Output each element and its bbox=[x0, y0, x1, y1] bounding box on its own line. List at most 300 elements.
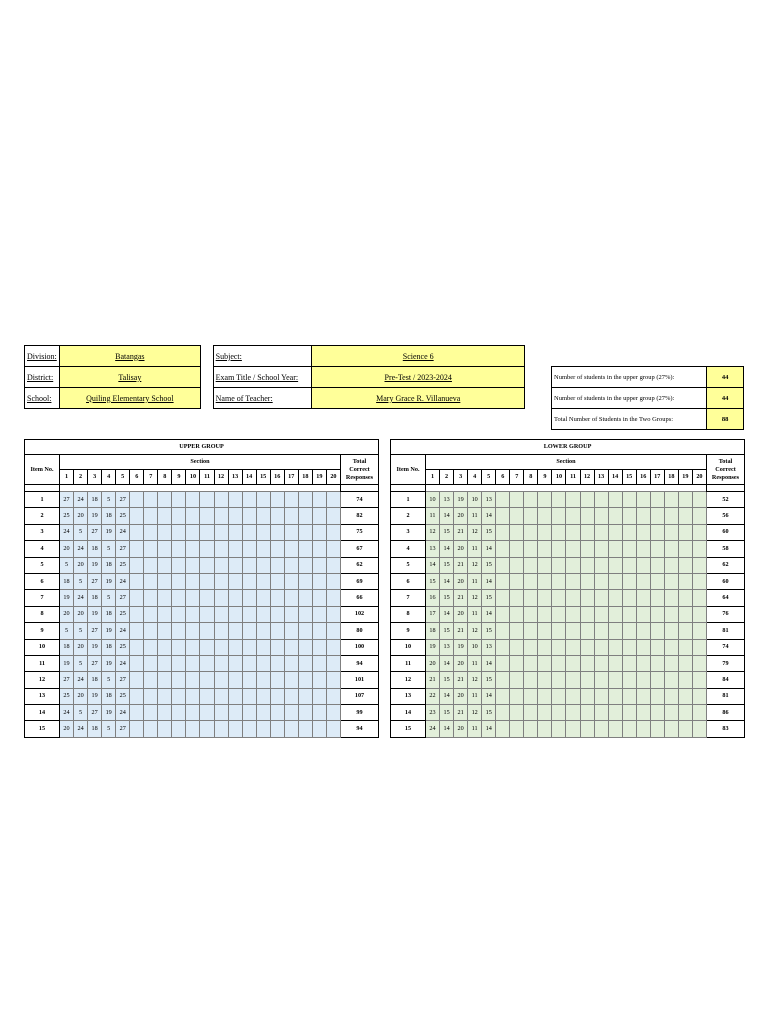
upper-section-cell: 27 bbox=[116, 492, 130, 508]
upper-section-cell bbox=[172, 606, 186, 622]
upper-section-cell: 20 bbox=[74, 508, 88, 524]
upper-section-cell: 27 bbox=[116, 672, 130, 688]
district-label: District: bbox=[25, 367, 60, 388]
upper-section-cell bbox=[270, 606, 284, 622]
upper-section-cell bbox=[284, 623, 298, 639]
upper-total-cell: 94 bbox=[340, 721, 378, 737]
upper-section-cell bbox=[270, 623, 284, 639]
lower-section-cell bbox=[496, 721, 510, 737]
lower-section-cell bbox=[552, 672, 566, 688]
upper-section-cell bbox=[298, 606, 312, 622]
table-row bbox=[391, 606, 745, 622]
lower-section-cell bbox=[678, 672, 692, 688]
lower-section-cell bbox=[580, 508, 594, 524]
lower-section-cell bbox=[566, 705, 580, 721]
upper-section-cell bbox=[172, 590, 186, 606]
lower-section-number: 5 bbox=[482, 470, 496, 485]
upper-section-cell bbox=[298, 688, 312, 704]
lower-section-cell bbox=[552, 508, 566, 524]
lower-section-cell bbox=[622, 573, 636, 589]
lower-section-cell: 15 bbox=[426, 573, 440, 589]
upper-section-cell bbox=[326, 721, 340, 737]
lower-section-cell: 14 bbox=[440, 606, 454, 622]
lower-section-cell: 15 bbox=[440, 705, 454, 721]
upper-section-cell bbox=[270, 721, 284, 737]
table-row bbox=[391, 688, 745, 704]
upper-section-cell bbox=[242, 606, 256, 622]
lower-section-cell bbox=[566, 508, 580, 524]
upper-section-cell bbox=[158, 688, 172, 704]
upper-section-cell bbox=[186, 688, 200, 704]
lower-section-cell bbox=[552, 639, 566, 655]
table-row bbox=[391, 590, 745, 606]
lower-section-cell: 21 bbox=[454, 623, 468, 639]
upper-section-cell bbox=[256, 639, 270, 655]
lower-section-cell bbox=[524, 623, 538, 639]
lower-section-cell bbox=[692, 524, 706, 540]
upper-item-number: 8 bbox=[25, 606, 60, 622]
lower-section-cell: 21 bbox=[454, 705, 468, 721]
upper-section-cell bbox=[270, 672, 284, 688]
lower-section-cell bbox=[664, 557, 678, 573]
upper-item-number: 11 bbox=[25, 655, 60, 671]
lower-section-cell bbox=[566, 590, 580, 606]
lower-section-cell bbox=[566, 573, 580, 589]
lower-section-cell: 22 bbox=[426, 688, 440, 704]
lower-section-number: 19 bbox=[678, 470, 692, 485]
upper-section-cell bbox=[158, 557, 172, 573]
lower-section-number: 18 bbox=[664, 470, 678, 485]
lower-section-cell: 14 bbox=[482, 508, 496, 524]
upper-section-cell bbox=[214, 721, 228, 737]
upper-section-cell bbox=[158, 606, 172, 622]
lower-section-cell bbox=[566, 639, 580, 655]
lower-section-cell: 23 bbox=[426, 705, 440, 721]
table-row bbox=[25, 721, 379, 737]
upper-item-number: 15 bbox=[25, 721, 60, 737]
upper-section-cell bbox=[256, 524, 270, 540]
upper-section-cell bbox=[130, 557, 144, 573]
upper-section-number: 5 bbox=[116, 470, 130, 485]
table-row bbox=[25, 623, 379, 639]
lower-section-number: 12 bbox=[580, 470, 594, 485]
upper-total-cell: 100 bbox=[340, 639, 378, 655]
lower-section-cell: 19 bbox=[426, 639, 440, 655]
upper-item-number: 9 bbox=[25, 623, 60, 639]
lower-section-cell: 15 bbox=[482, 672, 496, 688]
lower-section-cell bbox=[496, 541, 510, 557]
upper-section-cell: 18 bbox=[88, 590, 102, 606]
lower-section-cell bbox=[538, 705, 552, 721]
upper-section-cell: 18 bbox=[88, 721, 102, 737]
lower-section-cell bbox=[552, 590, 566, 606]
lower-section-number: 7 bbox=[510, 470, 524, 485]
upper-section-cell bbox=[326, 541, 340, 557]
upper-section-cell bbox=[144, 655, 158, 671]
upper-section-cell bbox=[284, 541, 298, 557]
upper-total-cell: 74 bbox=[340, 492, 378, 508]
lower-section-cell bbox=[608, 590, 622, 606]
lower-total-cell: 81 bbox=[706, 688, 744, 704]
lower-item-number: 4 bbox=[391, 541, 426, 557]
lower-section-cell: 19 bbox=[454, 639, 468, 655]
lower-section-cell bbox=[594, 492, 608, 508]
upper-section-cell bbox=[214, 541, 228, 557]
lower-section-cell: 21 bbox=[454, 557, 468, 573]
lower-section-cell bbox=[566, 688, 580, 704]
upper-section-cell: 20 bbox=[60, 606, 74, 622]
lower-section-cell bbox=[524, 508, 538, 524]
upper-item-number: 1 bbox=[25, 492, 60, 508]
lower-section-cell bbox=[496, 557, 510, 573]
upper-section-cell bbox=[326, 606, 340, 622]
lower-item-number: 6 bbox=[391, 573, 426, 589]
lower-section-cell: 14 bbox=[440, 721, 454, 737]
lower-section-cell bbox=[692, 508, 706, 524]
upper-section-cell: 19 bbox=[88, 557, 102, 573]
lower-section-cell bbox=[650, 655, 664, 671]
lower-section-cell bbox=[608, 688, 622, 704]
upper-item-number: 2 bbox=[25, 508, 60, 524]
lower-section-cell bbox=[608, 573, 622, 589]
lower-section-cell bbox=[552, 721, 566, 737]
upper-section-cell bbox=[130, 655, 144, 671]
lower-section-cell bbox=[538, 524, 552, 540]
lower-section-cell bbox=[524, 541, 538, 557]
table-row bbox=[25, 557, 379, 573]
upper-section-cell bbox=[228, 688, 242, 704]
lower-section-cell: 14 bbox=[440, 573, 454, 589]
lower-section-cell bbox=[678, 688, 692, 704]
upper-section-cell bbox=[200, 623, 214, 639]
lower-section-cell bbox=[664, 508, 678, 524]
lower-section-cell bbox=[650, 524, 664, 540]
upper-section-cell bbox=[228, 541, 242, 557]
lower-section-cell: 15 bbox=[482, 590, 496, 606]
teacher-value: Mary Grace R. Villanueva bbox=[312, 388, 525, 409]
lower-section-cell bbox=[636, 492, 650, 508]
lower-section-cell bbox=[524, 705, 538, 721]
lower-section-cell bbox=[538, 688, 552, 704]
table-row bbox=[391, 508, 745, 524]
upper-item-number: 5 bbox=[25, 557, 60, 573]
table-row bbox=[391, 672, 745, 688]
lower-section-cell bbox=[524, 524, 538, 540]
lower-section-cell bbox=[692, 721, 706, 737]
lower-section-cell bbox=[692, 606, 706, 622]
lower-section-cell bbox=[636, 639, 650, 655]
lower-section-cell: 17 bbox=[426, 606, 440, 622]
upper-section-cell bbox=[270, 655, 284, 671]
upper-section-cell bbox=[144, 524, 158, 540]
upper-section-cell bbox=[284, 705, 298, 721]
upper-total-cell: 69 bbox=[340, 573, 378, 589]
upper-section-cell bbox=[270, 524, 284, 540]
upper-section-cell bbox=[172, 508, 186, 524]
upper-section-cell bbox=[186, 541, 200, 557]
lower-section-cell: 12 bbox=[468, 557, 482, 573]
lower-section-cell bbox=[692, 688, 706, 704]
lower-section-cell bbox=[664, 655, 678, 671]
lower-section-cell bbox=[496, 655, 510, 671]
upper-section-cell bbox=[186, 672, 200, 688]
upper-total-cell: 107 bbox=[340, 688, 378, 704]
lower-section-cell bbox=[622, 492, 636, 508]
lower-section-cell bbox=[496, 672, 510, 688]
upper-section-cell bbox=[256, 688, 270, 704]
upper-section-cell bbox=[242, 721, 256, 737]
lower-section-cell bbox=[524, 492, 538, 508]
upper-section-cell bbox=[326, 492, 340, 508]
lower-section-cell bbox=[692, 672, 706, 688]
upper-section-cell: 18 bbox=[102, 508, 116, 524]
upper-section-cell bbox=[130, 672, 144, 688]
table-row bbox=[25, 655, 379, 671]
table-row bbox=[391, 524, 745, 540]
lower-section-cell bbox=[650, 541, 664, 557]
upper-section-cell bbox=[130, 541, 144, 557]
upper-section-cell: 19 bbox=[102, 705, 116, 721]
lower-group-table bbox=[390, 439, 745, 738]
lower-section-cell bbox=[566, 721, 580, 737]
lower-section-number: 1 bbox=[426, 470, 440, 485]
upper-section-cell: 24 bbox=[60, 524, 74, 540]
lower-item-number: 11 bbox=[391, 655, 426, 671]
lower-section-cell bbox=[552, 688, 566, 704]
upper-section-cell bbox=[214, 606, 228, 622]
lower-section-cell bbox=[636, 688, 650, 704]
lower-section-cell bbox=[538, 655, 552, 671]
upper-section-cell: 5 bbox=[102, 672, 116, 688]
lower-section-cell bbox=[580, 492, 594, 508]
upper-section-cell bbox=[172, 524, 186, 540]
lower-section-cell: 15 bbox=[440, 590, 454, 606]
lower-section-cell bbox=[580, 590, 594, 606]
table-row bbox=[25, 705, 379, 721]
lower-total-cell: 84 bbox=[706, 672, 744, 688]
upper-section-cell bbox=[312, 573, 326, 589]
upper-section-cell bbox=[256, 705, 270, 721]
lower-section-cell bbox=[608, 623, 622, 639]
lower-section-cell bbox=[496, 606, 510, 622]
lower-section-cell bbox=[608, 524, 622, 540]
lower-section-cell bbox=[566, 524, 580, 540]
lower-item-number: 8 bbox=[391, 606, 426, 622]
upper-section-cell bbox=[284, 508, 298, 524]
upper-section-cell bbox=[242, 524, 256, 540]
lower-section-cell: 14 bbox=[426, 557, 440, 573]
lower-section-cell bbox=[538, 639, 552, 655]
upper-section-cell bbox=[214, 655, 228, 671]
upper-section-cell: 19 bbox=[60, 655, 74, 671]
upper-section-cell bbox=[144, 508, 158, 524]
lower-section-cell bbox=[622, 606, 636, 622]
lower-section-cell bbox=[622, 655, 636, 671]
lower-section-cell bbox=[692, 623, 706, 639]
total-count-label: Total Number of Students in the Two Groups: bbox=[552, 409, 707, 430]
lower-section-cell bbox=[510, 655, 524, 671]
upper-section-cell bbox=[130, 721, 144, 737]
upper-section-cell bbox=[270, 541, 284, 557]
subject-value: Science 6 bbox=[312, 346, 525, 367]
upper-item-number: 12 bbox=[25, 672, 60, 688]
upper-section-cell bbox=[186, 639, 200, 655]
table-row bbox=[391, 639, 745, 655]
upper-section-cell: 25 bbox=[60, 688, 74, 704]
upper-section-number: 18 bbox=[298, 470, 312, 485]
upper-section-cell bbox=[186, 655, 200, 671]
upper-section-cell bbox=[130, 492, 144, 508]
lower-section-cell bbox=[678, 590, 692, 606]
lower-section-cell bbox=[510, 541, 524, 557]
lower-section-cell bbox=[650, 672, 664, 688]
lower-section-number: 3 bbox=[454, 470, 468, 485]
lower-section-cell bbox=[650, 721, 664, 737]
lower-section-cell bbox=[594, 721, 608, 737]
upper-section-cell: 27 bbox=[88, 655, 102, 671]
table-row bbox=[391, 557, 745, 573]
upper-section-cell bbox=[200, 524, 214, 540]
upper-section-cell: 18 bbox=[102, 606, 116, 622]
division-value: Batangas bbox=[59, 346, 200, 367]
lower-section-cell: 21 bbox=[426, 672, 440, 688]
total-count-value: 88 bbox=[707, 409, 744, 430]
lower-section-cell bbox=[580, 672, 594, 688]
lower-section-cell bbox=[524, 606, 538, 622]
upper-section-cell bbox=[284, 557, 298, 573]
lower-section-cell: 15 bbox=[482, 705, 496, 721]
upper-total-cell: 75 bbox=[340, 524, 378, 540]
lower-section-cell: 20 bbox=[454, 606, 468, 622]
lower-section-cell bbox=[566, 655, 580, 671]
upper-section-cell bbox=[144, 705, 158, 721]
lower-item-number: 10 bbox=[391, 639, 426, 655]
lower-section-number: 20 bbox=[692, 470, 706, 485]
lower-section-cell bbox=[636, 606, 650, 622]
upper-section-cell bbox=[200, 705, 214, 721]
lower-section-cell bbox=[678, 524, 692, 540]
lower-section-cell: 11 bbox=[468, 541, 482, 557]
lower-section-cell bbox=[496, 590, 510, 606]
lower-section-cell: 13 bbox=[482, 492, 496, 508]
upper-section-cell: 5 bbox=[74, 524, 88, 540]
lower-section-cell bbox=[692, 557, 706, 573]
lower-section-number: 11 bbox=[566, 470, 580, 485]
lower-section-cell bbox=[538, 508, 552, 524]
upper-section-cell: 25 bbox=[116, 557, 130, 573]
lower-section-cell: 13 bbox=[426, 541, 440, 557]
upper-section-cell bbox=[172, 705, 186, 721]
upper-total-cell: 94 bbox=[340, 655, 378, 671]
lower-section-cell: 15 bbox=[482, 623, 496, 639]
upper-section-cell bbox=[228, 573, 242, 589]
upper-total-header: Total Correct Responses bbox=[340, 455, 378, 485]
lower-section-cell bbox=[524, 573, 538, 589]
upper-section-cell bbox=[130, 590, 144, 606]
lower-section-number: 14 bbox=[608, 470, 622, 485]
upper-section-cell bbox=[298, 508, 312, 524]
lower-section-cell bbox=[510, 672, 524, 688]
upper-section-cell bbox=[298, 557, 312, 573]
upper-section-cell bbox=[172, 688, 186, 704]
upper-section-cell: 24 bbox=[74, 492, 88, 508]
table-row bbox=[25, 672, 379, 688]
upper-section-cell bbox=[186, 623, 200, 639]
lower-section-cell bbox=[510, 606, 524, 622]
upper-group-title: UPPER GROUP bbox=[25, 440, 379, 455]
lower-section-cell bbox=[650, 606, 664, 622]
upper-section-cell: 19 bbox=[102, 573, 116, 589]
lower-section-cell: 12 bbox=[468, 590, 482, 606]
upper-section-cell bbox=[326, 623, 340, 639]
lower-section-cell bbox=[552, 655, 566, 671]
lower-total-cell: 86 bbox=[706, 705, 744, 721]
lower-section-cell: 18 bbox=[426, 623, 440, 639]
table-row bbox=[25, 606, 379, 622]
lower-section-cell: 13 bbox=[440, 492, 454, 508]
upper-section-cell bbox=[242, 672, 256, 688]
upper-section-cell: 5 bbox=[102, 541, 116, 557]
lower-section-cell bbox=[524, 639, 538, 655]
upper-section-cell bbox=[270, 590, 284, 606]
lower-section-cell bbox=[622, 721, 636, 737]
lower-section-cell bbox=[678, 606, 692, 622]
lower-section-cell bbox=[594, 557, 608, 573]
upper-section-cell bbox=[200, 606, 214, 622]
lower-section-cell bbox=[622, 508, 636, 524]
lower-section-cell bbox=[650, 688, 664, 704]
lower-total-cell: 60 bbox=[706, 573, 744, 589]
upper-section-cell bbox=[312, 705, 326, 721]
upper-section-cell bbox=[144, 557, 158, 573]
upper-section-cell: 5 bbox=[74, 623, 88, 639]
upper-section-cell bbox=[172, 541, 186, 557]
lower-section-cell bbox=[594, 623, 608, 639]
lower-item-number: 5 bbox=[391, 557, 426, 573]
upper-section-cell bbox=[186, 721, 200, 737]
upper-section-cell bbox=[186, 508, 200, 524]
lower-section-cell bbox=[510, 721, 524, 737]
upper-total-cell: 82 bbox=[340, 508, 378, 524]
upper-section-cell: 27 bbox=[88, 524, 102, 540]
lower-item-number: 1 bbox=[391, 492, 426, 508]
upper-section-cell bbox=[326, 655, 340, 671]
upper-section-cell bbox=[312, 688, 326, 704]
upper-item-number: 14 bbox=[25, 705, 60, 721]
lower-section-cell bbox=[664, 524, 678, 540]
upper-section-cell bbox=[326, 508, 340, 524]
lower-section-cell bbox=[636, 655, 650, 671]
district-value: Talisay bbox=[59, 367, 200, 388]
lower-section-cell bbox=[496, 705, 510, 721]
upper-section-cell bbox=[228, 524, 242, 540]
lower-section-cell bbox=[664, 639, 678, 655]
upper-section-cell: 24 bbox=[74, 590, 88, 606]
upper-section-cell bbox=[214, 557, 228, 573]
lower-section-number: 8 bbox=[524, 470, 538, 485]
upper-section-cell bbox=[214, 688, 228, 704]
lower-section-cell bbox=[692, 492, 706, 508]
upper-section-number: 20 bbox=[326, 470, 340, 485]
lower-total-header: Total Correct Responses bbox=[706, 455, 744, 485]
upper-section-cell: 5 bbox=[102, 721, 116, 737]
lower-section-cell bbox=[538, 721, 552, 737]
upper-section-number: 8 bbox=[158, 470, 172, 485]
upper-section-cell bbox=[158, 639, 172, 655]
lower-total-cell: 58 bbox=[706, 541, 744, 557]
upper-section-cell bbox=[172, 557, 186, 573]
lower-section-cell: 15 bbox=[440, 672, 454, 688]
